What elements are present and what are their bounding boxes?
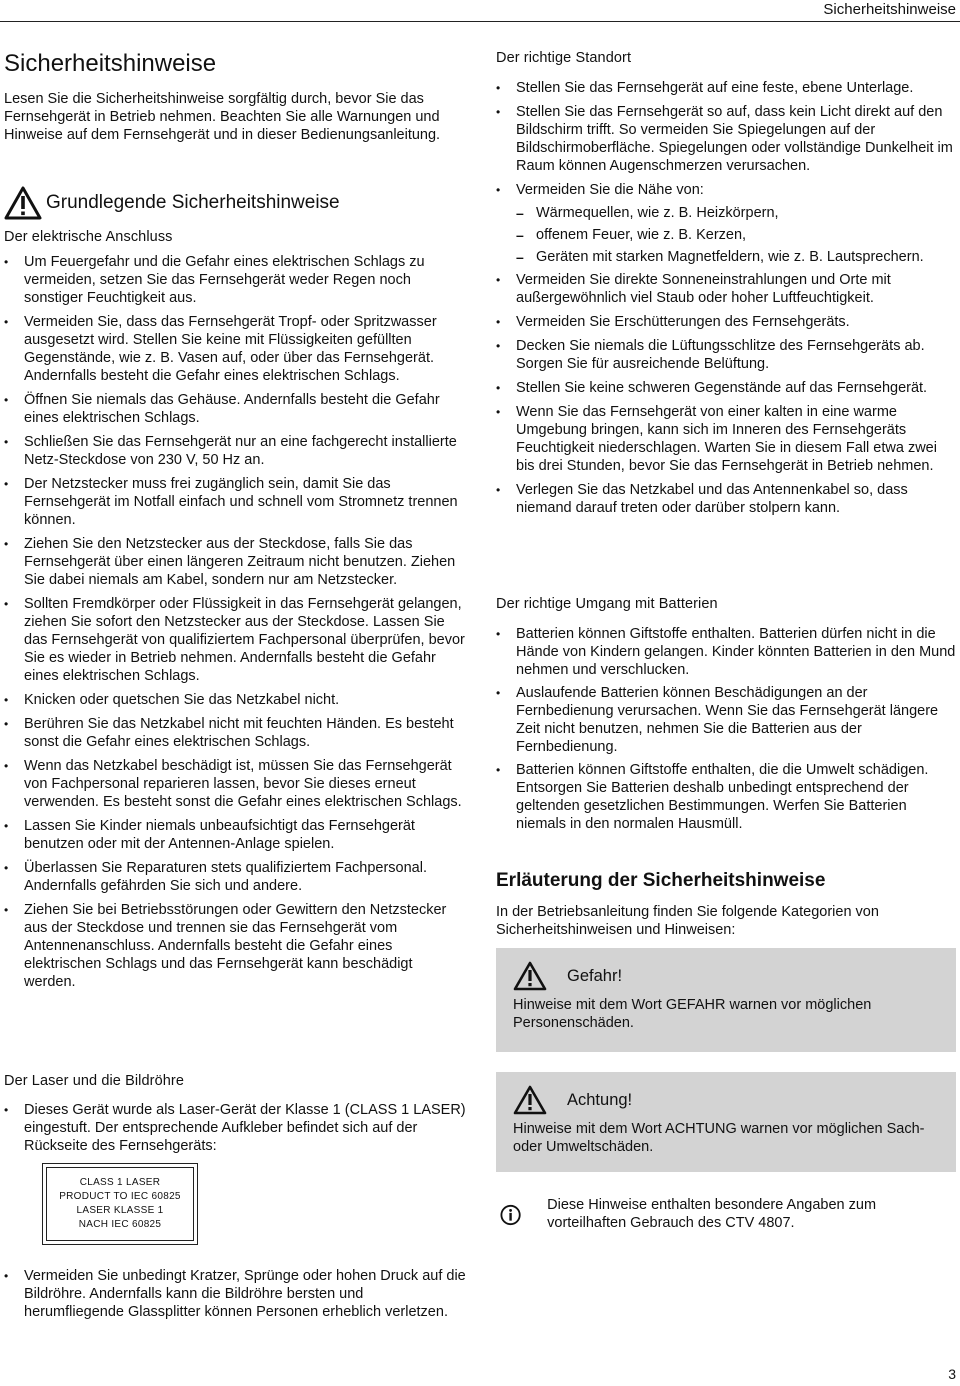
- intro-text: Lesen Sie die Sicherheitshinweise sorgfältig durch, bevor Sie das Fernsehgerät in Betrieb nehmen. Beachten Sie alle Warnungen und Hinweise auf dem Fernsehgerät und in dieser Bedienungsanleitung.: [4, 91, 441, 143]
- sub-list-item: – Geräten mit starken Magnetfeldern, wie z. B. Lautsprechern.: [516, 248, 958, 266]
- list-item: • Wenn das Netzkabel beschädigt ist, müssen Sie das Fernsehgerät von Fachpersonal reparieren lassen, bevor Sie dieses erneut verwenden. Es besteht sonst die Gefahr eines elektrischen Schlags.: [4, 757, 466, 811]
- standort-heading: Der richtige Standort: [496, 50, 632, 66]
- page-number: 3: [948, 1366, 956, 1382]
- bildroehre-list: [4, 1267, 466, 1321]
- list-item: • Ziehen Sie bei Betriebsstörungen oder Gewittern den Netzstecker aus der Steckdose und trennen sie das Fernsehgerät vom Antennenanschluss. Andernfalls besteht die Gefahr eines elektrischen Schlags und das Fernsehgerät kann beschädigt werden.: [4, 901, 466, 991]
- sub-list-item: – Wärmequellen, wie z. B. Heizkörpern,: [516, 204, 958, 222]
- list-item: • Batterien können Giftstoffe enthalten, die die Umwelt schädigen. Entsorgen Sie Batterien deshalb unbedingt entsprechend der geltenden gesetzlichen Bestimmungen. Werfen Sie Batterien niemals in den normalen Hausmüll.: [496, 761, 958, 833]
- list-item: • Wenn Sie das Fernsehgerät von einer kalten in eine warme Umgebung bringen, kann sich im Inneren des Fernsehgeräts Feuchtigkeit niederschlagen. Warten Sie in diesem Fall etwa zwei bis drei Stunden, bevor Sie das Fernsehgerät in Betrieb nehmen.: [496, 403, 958, 475]
- gefahr-text: Hinweise mit dem Wort GEFAHR warnen vor möglichen Personenschäden.: [513, 997, 872, 1031]
- erlaeuterung-intro: In der Betriebsanleitung finden Sie folgende Kategorien von Sicherheitshinweisen und Hinweisen:: [496, 904, 879, 938]
- list-item: • Vermeiden Sie unbedingt Kratzer, Sprünge oder hohen Druck auf die Bildröhre. Andernfalls kann die Bildröhre bersten und herumfliegende Glassplitter können Personen erheblich verletzen.: [4, 1267, 466, 1321]
- info-icon: [500, 1200, 521, 1230]
- batterien-heading: Der richtige Umgang mit Batterien: [496, 596, 718, 612]
- list-item: • Decken Sie niemals die Lüftungsschlitze des Fernsehgeräts ab. Sorgen Sie für ausreichende Belüftung.: [496, 337, 958, 373]
- list-item: • Dieses Gerät wurde als Laser-Gerät der Klasse 1 (CLASS 1 LASER) eingestuft. Der entsprechende Aufkleber befindet sich auf der Rückseite des Fernsehgeräts:: [4, 1101, 466, 1155]
- batterien-list: [496, 625, 958, 833]
- standort-sub-list: [516, 204, 958, 266]
- warning-triangle-icon: [513, 961, 547, 991]
- laser-label-line: NACH IEC 60825: [78, 1219, 162, 1230]
- list-item-text: Vermeiden Sie die Nähe von:: [516, 182, 704, 198]
- sub-list-item: – offenem Feuer, wie z. B. Kerzen,: [516, 226, 958, 244]
- page-title: Sicherheitshinweise: [4, 50, 217, 77]
- grundlegende-heading: [4, 185, 340, 221]
- warning-triangle-icon: [4, 185, 42, 221]
- anschluss-list: [4, 253, 466, 991]
- list-item: • Vermeiden Sie direkte Sonneneinstrahlungen und Orte mit außergewöhnlich viel Staub oder hoher Luftfeuchtigkeit.: [496, 271, 958, 307]
- list-item: • Auslaufende Batterien können Beschädigungen an der Fernbedienung verursachen. Wenn Sie das Fernsehgerät längere Zeit nicht benutzen, nehmen Sie die Batterien aus der Fernbedienung.: [496, 684, 958, 756]
- info-note: [500, 1196, 956, 1232]
- laser-label-line: LASER KLASSE 1: [76, 1205, 164, 1216]
- gefahr-callout: [496, 948, 956, 1052]
- info-text: Diese Hinweise enthalten besondere Angaben zum vorteilhaften Gebrauch des CTV 4807.: [547, 1197, 877, 1231]
- warning-triangle-icon: [513, 1085, 547, 1115]
- list-item: • Vermeiden Sie, dass das Fernsehgerät Tropf- oder Spritzwasser ausgesetzt wird. Stellen Sie keine mit Flüssigkeiten gefüllten Gegenstände, wie z. B. Vasen auf, oder über das Fernsehgerät. Andernfalls besteht die Gefahr eines elektrischen Schlags.: [4, 313, 466, 385]
- grundlegende-heading-text: Grundlegende Sicherheitshinweise: [46, 192, 340, 213]
- laser-heading: Der Laser und die Bildröhre: [4, 1073, 185, 1089]
- list-item: • Sollten Fremdkörper oder Flüssigkeit in das Fernsehgerät gelangen, ziehen Sie sofort den Netzstecker aus der Steckdose. Lassen Sie das Fernsehgerät von qualifiziertem Fachpersonal überprüfen, bevor Sie es wieder in Betrieb nehmen. Andernfalls besteht die Gefahr eines elektrischen Schlags.: [4, 595, 466, 685]
- list-item: • Überlassen Sie Reparaturen stets qualifiziertem Fachpersonal. Andernfalls gefährden Sie sich und andere.: [4, 859, 466, 895]
- list-item: • Um Feuergefahr und die Gefahr eines elektrischen Schlags zu vermeiden, setzen Sie das Fernsehgerät weder Regen noch sonstiger Feuchtigkeit aus.: [4, 253, 466, 307]
- header-rule: [0, 21, 960, 22]
- running-header: Sicherheitshinweise: [823, 1, 956, 18]
- list-item: • Stellen Sie das Fernsehgerät auf eine feste, ebene Unterlage.: [496, 79, 958, 97]
- list-item: • Berühren Sie das Netzkabel nicht mit feuchten Händen. Es besteht sonst die Gefahr eines elektrischen Schlags.: [4, 715, 466, 751]
- list-item: • Vermeiden Sie Erschütterungen des Fernsehgeräts.: [496, 313, 958, 331]
- list-item: • Der Netzstecker muss frei zugänglich sein, damit Sie das Fernsehgerät im Notfall einfach und schnell vom Stromnetz trennen können.: [4, 475, 466, 529]
- list-item: [496, 181, 958, 266]
- list-item: • Schließen Sie das Fernsehgerät nur an eine fachgerecht installierte Netz-Steckdose von 230 V, 50 Hz an.: [4, 433, 466, 469]
- list-item: • Lassen Sie Kinder niemals unbeaufsichtigt das Fernsehgerät benutzen oder mit der Antennen-Anlage spielen.: [4, 817, 466, 853]
- list-item: • Öffnen Sie niemals das Gehäuse. Andernfalls besteht die Gefahr eines elektrischen Schlags.: [4, 391, 466, 427]
- achtung-title: Achtung!: [567, 1090, 633, 1109]
- list-item: • Ziehen Sie den Netzstecker aus der Steckdose, falls Sie das Fernsehgerät über einen längeren Zeitraum nicht benutzen. Ziehen Sie dabei niemals am Kabel, sondern nur am Netzstecker.: [4, 535, 466, 589]
- list-item: • Verlegen Sie das Netzkabel und das Antennenkabel so, dass niemand darauf treten oder darüber stolpern kann.: [496, 481, 958, 517]
- laser-list: [4, 1101, 466, 1155]
- erlaeuterung-heading: Erläuterung der Sicherheitshinweise: [496, 870, 826, 891]
- achtung-callout: [496, 1072, 956, 1172]
- list-item: • Batterien können Giftstoffe enthalten. Batterien dürfen nicht in die Hände von Kindern gelangen. Kinder könnten Batterien in den Mund nehmen und verschlucken.: [496, 625, 958, 679]
- achtung-text: Hinweise mit dem Wort ACHTUNG warnen vor möglichen Sach- oder Umweltschäden.: [513, 1121, 925, 1155]
- anschluss-heading: Der elektrische Anschluss: [4, 229, 173, 245]
- laser-label: [42, 1163, 198, 1245]
- list-item: • Knicken oder quetschen Sie das Netzkabel nicht.: [4, 691, 466, 709]
- laser-label-line: CLASS 1 LASER: [79, 1177, 161, 1188]
- standort-list: [496, 79, 958, 517]
- gefahr-title: Gefahr!: [567, 966, 623, 985]
- laser-label-line: PRODUCT TO IEC 60825: [59, 1191, 181, 1202]
- list-item: • Stellen Sie das Fernsehgerät so auf, dass kein Licht direkt auf den Bildschirm trifft. So vermeiden Sie Spiegelungen auf der Bildschirmoberfläche. Spiegelungen oder vollständige Dunkelheit im Raum können Augenschmerzen verursachen.: [496, 103, 958, 175]
- list-item: • Stellen Sie keine schweren Gegenstände auf das Fernsehgerät.: [496, 379, 958, 397]
